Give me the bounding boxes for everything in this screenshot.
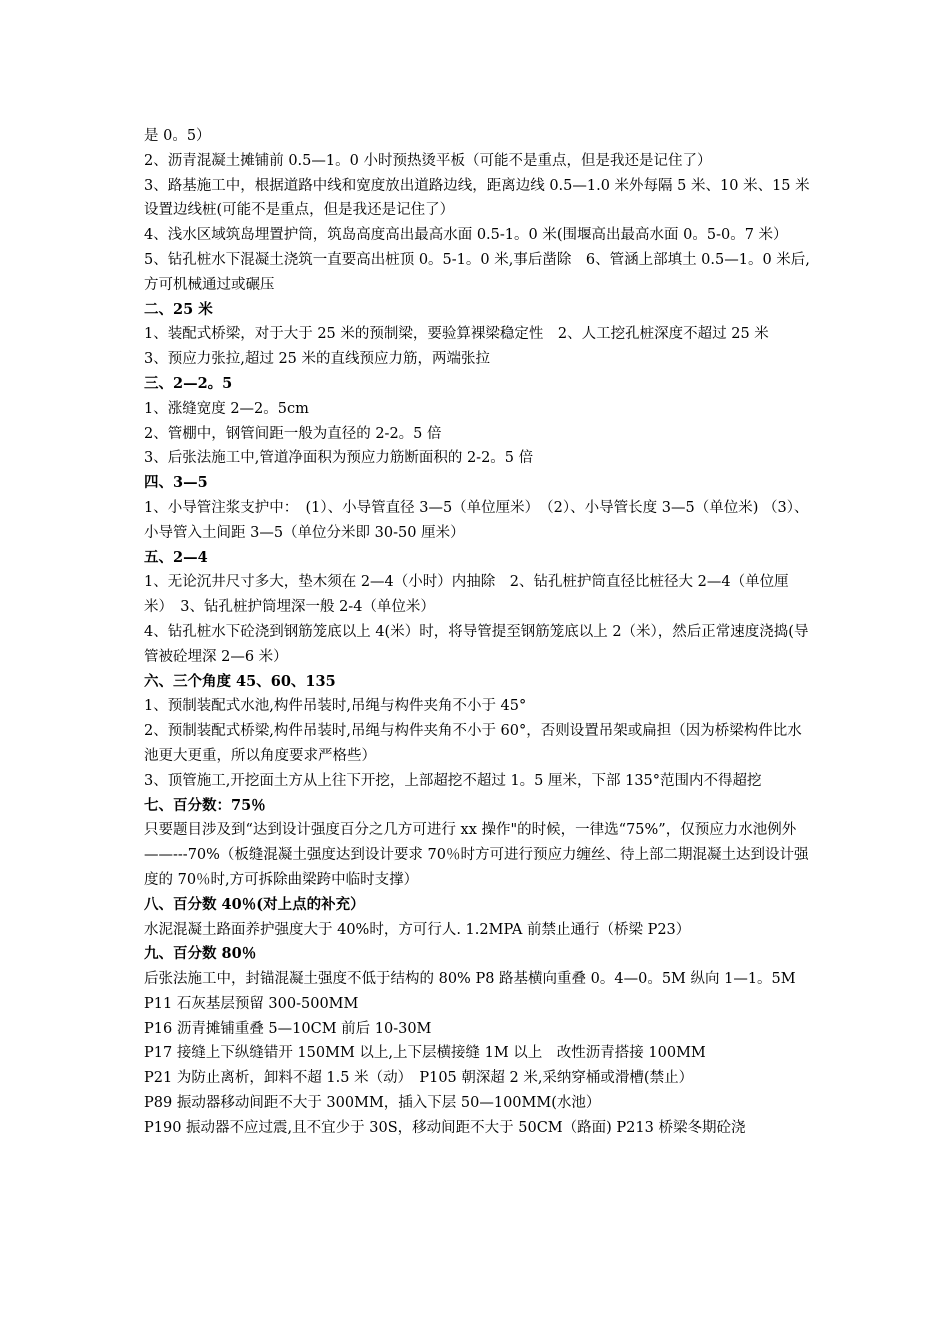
section-heading: 八、百分数 40％(对上点的补充）: [144, 895, 365, 913]
paragraph: 2、沥青混凝土摊铺前 0.5—1。0 小时预热烫平板（可能不是重点，但是我还是记住了）: [144, 152, 712, 169]
paragraph: 4、钻孔桩水下砼浇到钢筋笼底以上 4(米）时，将导管提至钢筋笼底以上 2（米），然后正常速度浇捣(导管被砼埋深 2—6 米）: [144, 623, 809, 665]
paragraph: 1、无论沉井尺寸多大，垫木须在 2—4（小时）内抽除 2、钻孔桩护筒直径比桩径大 2—4（单位厘米） 3、钻孔桩护筒埋深一般 2-4（单位米）: [144, 574, 789, 616]
paragraph: 2、管棚中，钢管间距一般为直径的 2-2。5 倍: [144, 425, 442, 442]
paragraph: P190 振动器不应过震,且不宜少于 30S，移动间距不大于 50CM（路面) P213 桥梁冬期砼浇: [144, 1119, 746, 1136]
paragraph: 后张法施工中，封锚混凝土强度不低于结构的 80% P8 路基横向重叠 0。4—0。5M 纵向 1—1。5M P11 石灰基层预留 300-500MM: [144, 971, 796, 1012]
paragraph: 1、小导管注浆支护中： (1）、小导管直径 3—5（单位厘米） （2）、小导管长度 3—5（单位米) （3）、小导管入土间距 3—5（单位分米即 30-50 厘米）: [144, 499, 809, 541]
section-heading: 九、百分数 80％: [144, 945, 257, 963]
paragraph: P89 振动器移动间距不大于 300MM，插入下层 50—100MM(水池）: [144, 1095, 601, 1112]
paragraph: 水泥混凝土路面养护强度大于 40%时，方可行人. 1.2MPA 前禁止通行（桥梁 P23）: [144, 921, 691, 938]
paragraph: P17 接缝上下纵缝错开 150MM 以上,上下层横接缝 1M 以上 改性沥青搭接 100MM: [144, 1045, 706, 1062]
paragraph: 1、装配式桥梁，对于大于 25 米的预制梁，要验算裸梁稳定性 2、人工挖孔桩深度不超过 25 米: [144, 326, 769, 343]
paragraph: P21 为防止离析，卸料不超 1.5 米（动） P105 朝深超 2 米,采纳穿桶或滑槽(禁止）: [144, 1070, 694, 1087]
paragraph: 4、浅水区域筑岛埋置护筒，筑岛高度高出最高水面 0.5-1。0 米(围堰高出最高水面 0。5-0。7 米）: [144, 227, 788, 244]
section-heading: 四、3—5: [144, 474, 208, 492]
document-body: [144, 124, 810, 1141]
section-heading: 三、2—2。5: [144, 374, 233, 392]
paragraph: 只要题目涉及到“达到设计强度百分之几方可进行 xx 操作"的时候，一律选“75%”，仅预应力水池例外——---70%（板缝混凝土强度达到设计要求 70％时方可进行预应力缠丝、待上部二期混凝土达到设计强度的 70％时,方可拆除曲梁跨中临时支撑）: [144, 822, 809, 888]
paragraph: 是 0。5）: [144, 128, 211, 144]
paragraph: 2、预制装配式桥梁,构件吊装时,吊绳与构件夹角不小于 60°，否则设置吊架或扁担（因为桥梁构件比水池更大更重，所以角度要求严格些）: [144, 723, 802, 764]
section-heading: 六、三个角度 45、60、135: [144, 672, 336, 690]
section-heading: 二、25 米: [144, 300, 213, 318]
paragraph: 5、钻孔桩水下混凝土浇筑一直要高出桩顶 0。5-1。0 米,事后凿除 6、管涵上部填土 0.5—1。0 米后,方可机械通过或碾压: [144, 251, 810, 293]
paragraph: 3、顶管施工,开挖面土方从上往下开挖，上部超挖不超过 1。5 厘米，下部 135°范围内不得超挖: [144, 772, 762, 789]
paragraph: 1、预制装配式水池,构件吊装时,吊绳与构件夹角不小于 45°: [144, 698, 527, 715]
section-heading: 五、2—4: [144, 548, 208, 566]
paragraph: P16 沥青摊铺重叠 5—10CM 前后 10-30M: [144, 1020, 432, 1037]
paragraph: 3、预应力张拉,超过 25 米的直线预应力筋，两端张拉: [144, 351, 491, 368]
section-heading: 七、百分数：75％: [144, 796, 266, 814]
paragraph: 1、涨缝宽度 2—2。5cm: [144, 400, 309, 417]
paragraph: 3、路基施工中，根据道路中线和宽度放出道路边线，距离边线 0.5—1.0 米外每隔 5 米、10 米、15 米设置边线桩(可能不是重点，但是我还是记住了）: [144, 177, 810, 219]
paragraph: 3、后张法施工中,管道净面积为预应力筋断面积的 2-2。5 倍: [144, 450, 534, 467]
